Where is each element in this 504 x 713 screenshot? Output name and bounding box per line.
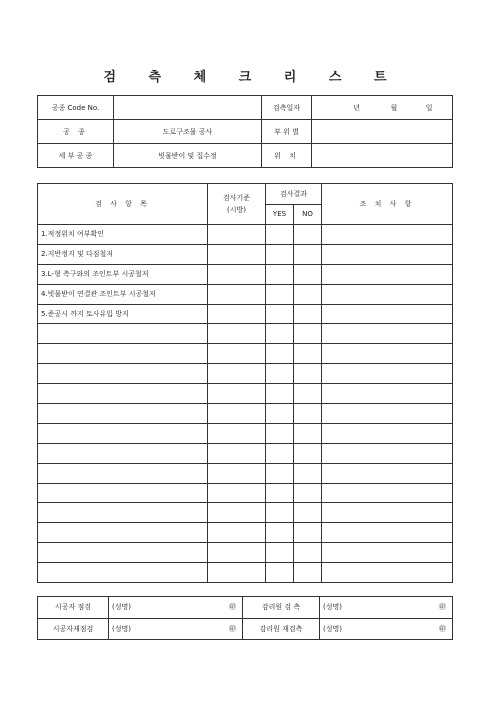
seal-icon: ㊞ (229, 603, 236, 612)
cell-action[interactable] (322, 404, 453, 424)
cell-standard[interactable] (208, 503, 266, 523)
cell-no[interactable] (294, 463, 322, 483)
cell-yes[interactable] (266, 423, 294, 443)
cell-yes[interactable] (266, 463, 294, 483)
contractor-check-field[interactable] (109, 597, 243, 619)
cell-no[interactable] (294, 563, 322, 583)
cell-item (38, 423, 208, 443)
col-header-yes: YES (266, 204, 294, 225)
cell-action[interactable] (322, 225, 453, 245)
cell-yes[interactable] (266, 384, 294, 404)
cell-no[interactable] (294, 384, 322, 404)
cell-item: 5.준공시 까지 토사유입 방지 (38, 304, 208, 324)
supervisor-recheck-label: 감리원 재검측 (243, 618, 320, 640)
cell-item (38, 443, 208, 463)
table-row (38, 423, 453, 443)
cell-standard[interactable] (208, 284, 266, 304)
name-placeholder: (성명) (323, 624, 342, 633)
cell-no[interactable] (294, 225, 322, 245)
seal-icon: ㊞ (229, 624, 236, 633)
cell-action[interactable] (322, 463, 453, 483)
cell-standard[interactable] (208, 563, 266, 583)
table-row (38, 443, 453, 463)
cell-no[interactable] (294, 404, 322, 424)
cell-action[interactable] (322, 563, 453, 583)
work-code-label: 공종 Code No. (38, 96, 114, 120)
table-row (38, 404, 453, 424)
table-row (38, 284, 453, 304)
date-month-label: 월 (390, 103, 398, 112)
cell-yes[interactable] (266, 284, 294, 304)
table-row (38, 384, 453, 404)
contractor-recheck-field[interactable] (109, 618, 243, 640)
cell-no[interactable] (294, 284, 322, 304)
cell-item (38, 324, 208, 344)
cell-item (38, 563, 208, 583)
cell-yes[interactable] (266, 344, 294, 364)
cell-item: 4.빗물받이 연결관 조인트부 시공철저 (38, 284, 208, 304)
checklist-header-row (38, 184, 453, 205)
cell-standard[interactable] (208, 225, 266, 245)
cell-yes[interactable] (266, 404, 294, 424)
cell-standard[interactable] (208, 304, 266, 324)
signature-row-recheck (38, 618, 453, 640)
col-header-no: NO (294, 204, 322, 225)
cell-no[interactable] (294, 324, 322, 344)
cell-item (38, 384, 208, 404)
cell-action[interactable] (322, 384, 453, 404)
name-placeholder: (성명) (323, 603, 342, 612)
table-row (38, 364, 453, 384)
cell-item (38, 404, 208, 424)
cell-item (38, 483, 208, 503)
cell-no[interactable] (294, 304, 322, 324)
cell-item (38, 543, 208, 563)
cell-standard[interactable] (208, 423, 266, 443)
cell-action[interactable] (322, 523, 453, 543)
work-type-value[interactable]: 도로구조물 공사 (114, 120, 262, 144)
cell-action[interactable] (322, 264, 453, 284)
cell-standard[interactable] (208, 344, 266, 364)
signature-table (37, 596, 453, 640)
cell-item: 2.지반정지 및 다짐철저 (38, 244, 208, 264)
table-row (38, 503, 453, 523)
header-info-table (37, 95, 453, 168)
cell-yes[interactable] (266, 225, 294, 245)
cell-action[interactable] (322, 244, 453, 264)
col-header-result: 검사결과 (266, 184, 322, 205)
date-year-label: 년 (353, 103, 360, 112)
cell-no[interactable] (294, 264, 322, 284)
header-row-subwork (38, 144, 453, 168)
cell-item: 3.L-형 측구와의 조인트부 시공철저 (38, 264, 208, 284)
cell-item (38, 463, 208, 483)
cell-yes[interactable] (266, 443, 294, 463)
cell-standard[interactable] (208, 543, 266, 563)
cell-no[interactable] (294, 483, 322, 503)
contractor-check-label: 시공자 점검 (38, 597, 109, 619)
cell-action[interactable] (322, 543, 453, 563)
cell-no[interactable] (294, 244, 322, 264)
table-row (38, 463, 453, 483)
cell-yes[interactable] (266, 304, 294, 324)
cell-standard[interactable] (208, 443, 266, 463)
cell-action[interactable] (322, 344, 453, 364)
cell-action[interactable] (322, 364, 453, 384)
cell-item (38, 523, 208, 543)
cell-no[interactable] (294, 364, 322, 384)
cell-yes[interactable] (266, 244, 294, 264)
cell-standard[interactable] (208, 264, 266, 284)
date-day-label: 일 (425, 103, 433, 112)
cell-standard[interactable] (208, 523, 266, 543)
cell-no[interactable] (294, 523, 322, 543)
page-title: 검 측 체 크 리 스 트 (103, 70, 401, 85)
table-row (38, 324, 453, 344)
sub-work-label: 세 부 공 종 (38, 144, 114, 168)
table-row (38, 304, 453, 324)
supervisor-recheck-field[interactable] (320, 618, 453, 640)
cell-item: 1.적정위치 여부확인 (38, 225, 208, 245)
cell-yes[interactable] (266, 483, 294, 503)
col-header-item: 검 사 항 목 (38, 184, 208, 225)
cell-action[interactable] (322, 443, 453, 463)
position-label: 위 치 (262, 144, 312, 168)
col-header-action: 조 치 사 항 (322, 184, 453, 225)
cell-item (38, 344, 208, 364)
cell-yes[interactable] (266, 563, 294, 583)
table-row (38, 563, 453, 583)
signature-row-check (38, 597, 453, 619)
cell-yes[interactable] (266, 543, 294, 563)
name-placeholder: (성명) (112, 624, 131, 633)
cell-no[interactable] (294, 503, 322, 523)
cell-item (38, 503, 208, 523)
cell-item (38, 364, 208, 384)
cell-action[interactable] (322, 503, 453, 523)
cell-no[interactable] (294, 423, 322, 443)
cell-action[interactable] (322, 483, 453, 503)
seal-icon: ㊞ (439, 624, 446, 633)
table-row (38, 483, 453, 503)
cell-standard[interactable] (208, 483, 266, 503)
cell-no[interactable] (294, 344, 322, 364)
col-header-standard-line1: 검사기준 (222, 194, 251, 202)
cell-action[interactable] (322, 304, 453, 324)
work-type-label: 공 종 (38, 120, 114, 144)
cell-yes[interactable] (266, 523, 294, 543)
col-header-standard (208, 184, 266, 225)
table-row (38, 264, 453, 284)
cell-standard[interactable] (208, 463, 266, 483)
inspection-date-label: 검측일자 (262, 96, 312, 120)
name-placeholder: (성명) (112, 603, 131, 612)
supervisor-check-label: 감리원 검 측 (243, 597, 320, 619)
sub-work-value[interactable]: 빗물받이 및 집수정 (114, 144, 262, 168)
table-row (38, 543, 453, 563)
cell-action[interactable] (322, 284, 453, 304)
inspection-checklist-table (37, 183, 453, 583)
table-row (38, 523, 453, 543)
cell-standard[interactable] (208, 384, 266, 404)
table-row (38, 225, 453, 245)
cell-standard[interactable] (208, 404, 266, 424)
seal-icon: ㊞ (439, 603, 446, 612)
cell-yes[interactable] (266, 324, 294, 344)
cell-action[interactable] (322, 324, 453, 344)
cell-standard[interactable] (208, 324, 266, 344)
location-value[interactable] (312, 120, 453, 144)
cell-yes[interactable] (266, 264, 294, 284)
header-row-worktype (38, 120, 453, 144)
col-header-standard-line2: (시방) (227, 206, 246, 214)
contractor-recheck-label: 시공자재점검 (38, 618, 109, 640)
location-label: 부 위 별 (262, 120, 312, 144)
cell-yes[interactable] (266, 503, 294, 523)
cell-no[interactable] (294, 543, 322, 563)
table-row (38, 244, 453, 264)
supervisor-check-field[interactable] (320, 597, 453, 619)
cell-yes[interactable] (266, 364, 294, 384)
cell-action[interactable] (322, 423, 453, 443)
work-code-value[interactable] (114, 96, 262, 120)
cell-standard[interactable] (208, 244, 266, 264)
header-row-code (38, 96, 453, 120)
cell-standard[interactable] (208, 364, 266, 384)
table-row (38, 344, 453, 364)
position-value[interactable] (312, 144, 453, 168)
inspection-date-value[interactable] (312, 96, 453, 120)
cell-no[interactable] (294, 443, 322, 463)
